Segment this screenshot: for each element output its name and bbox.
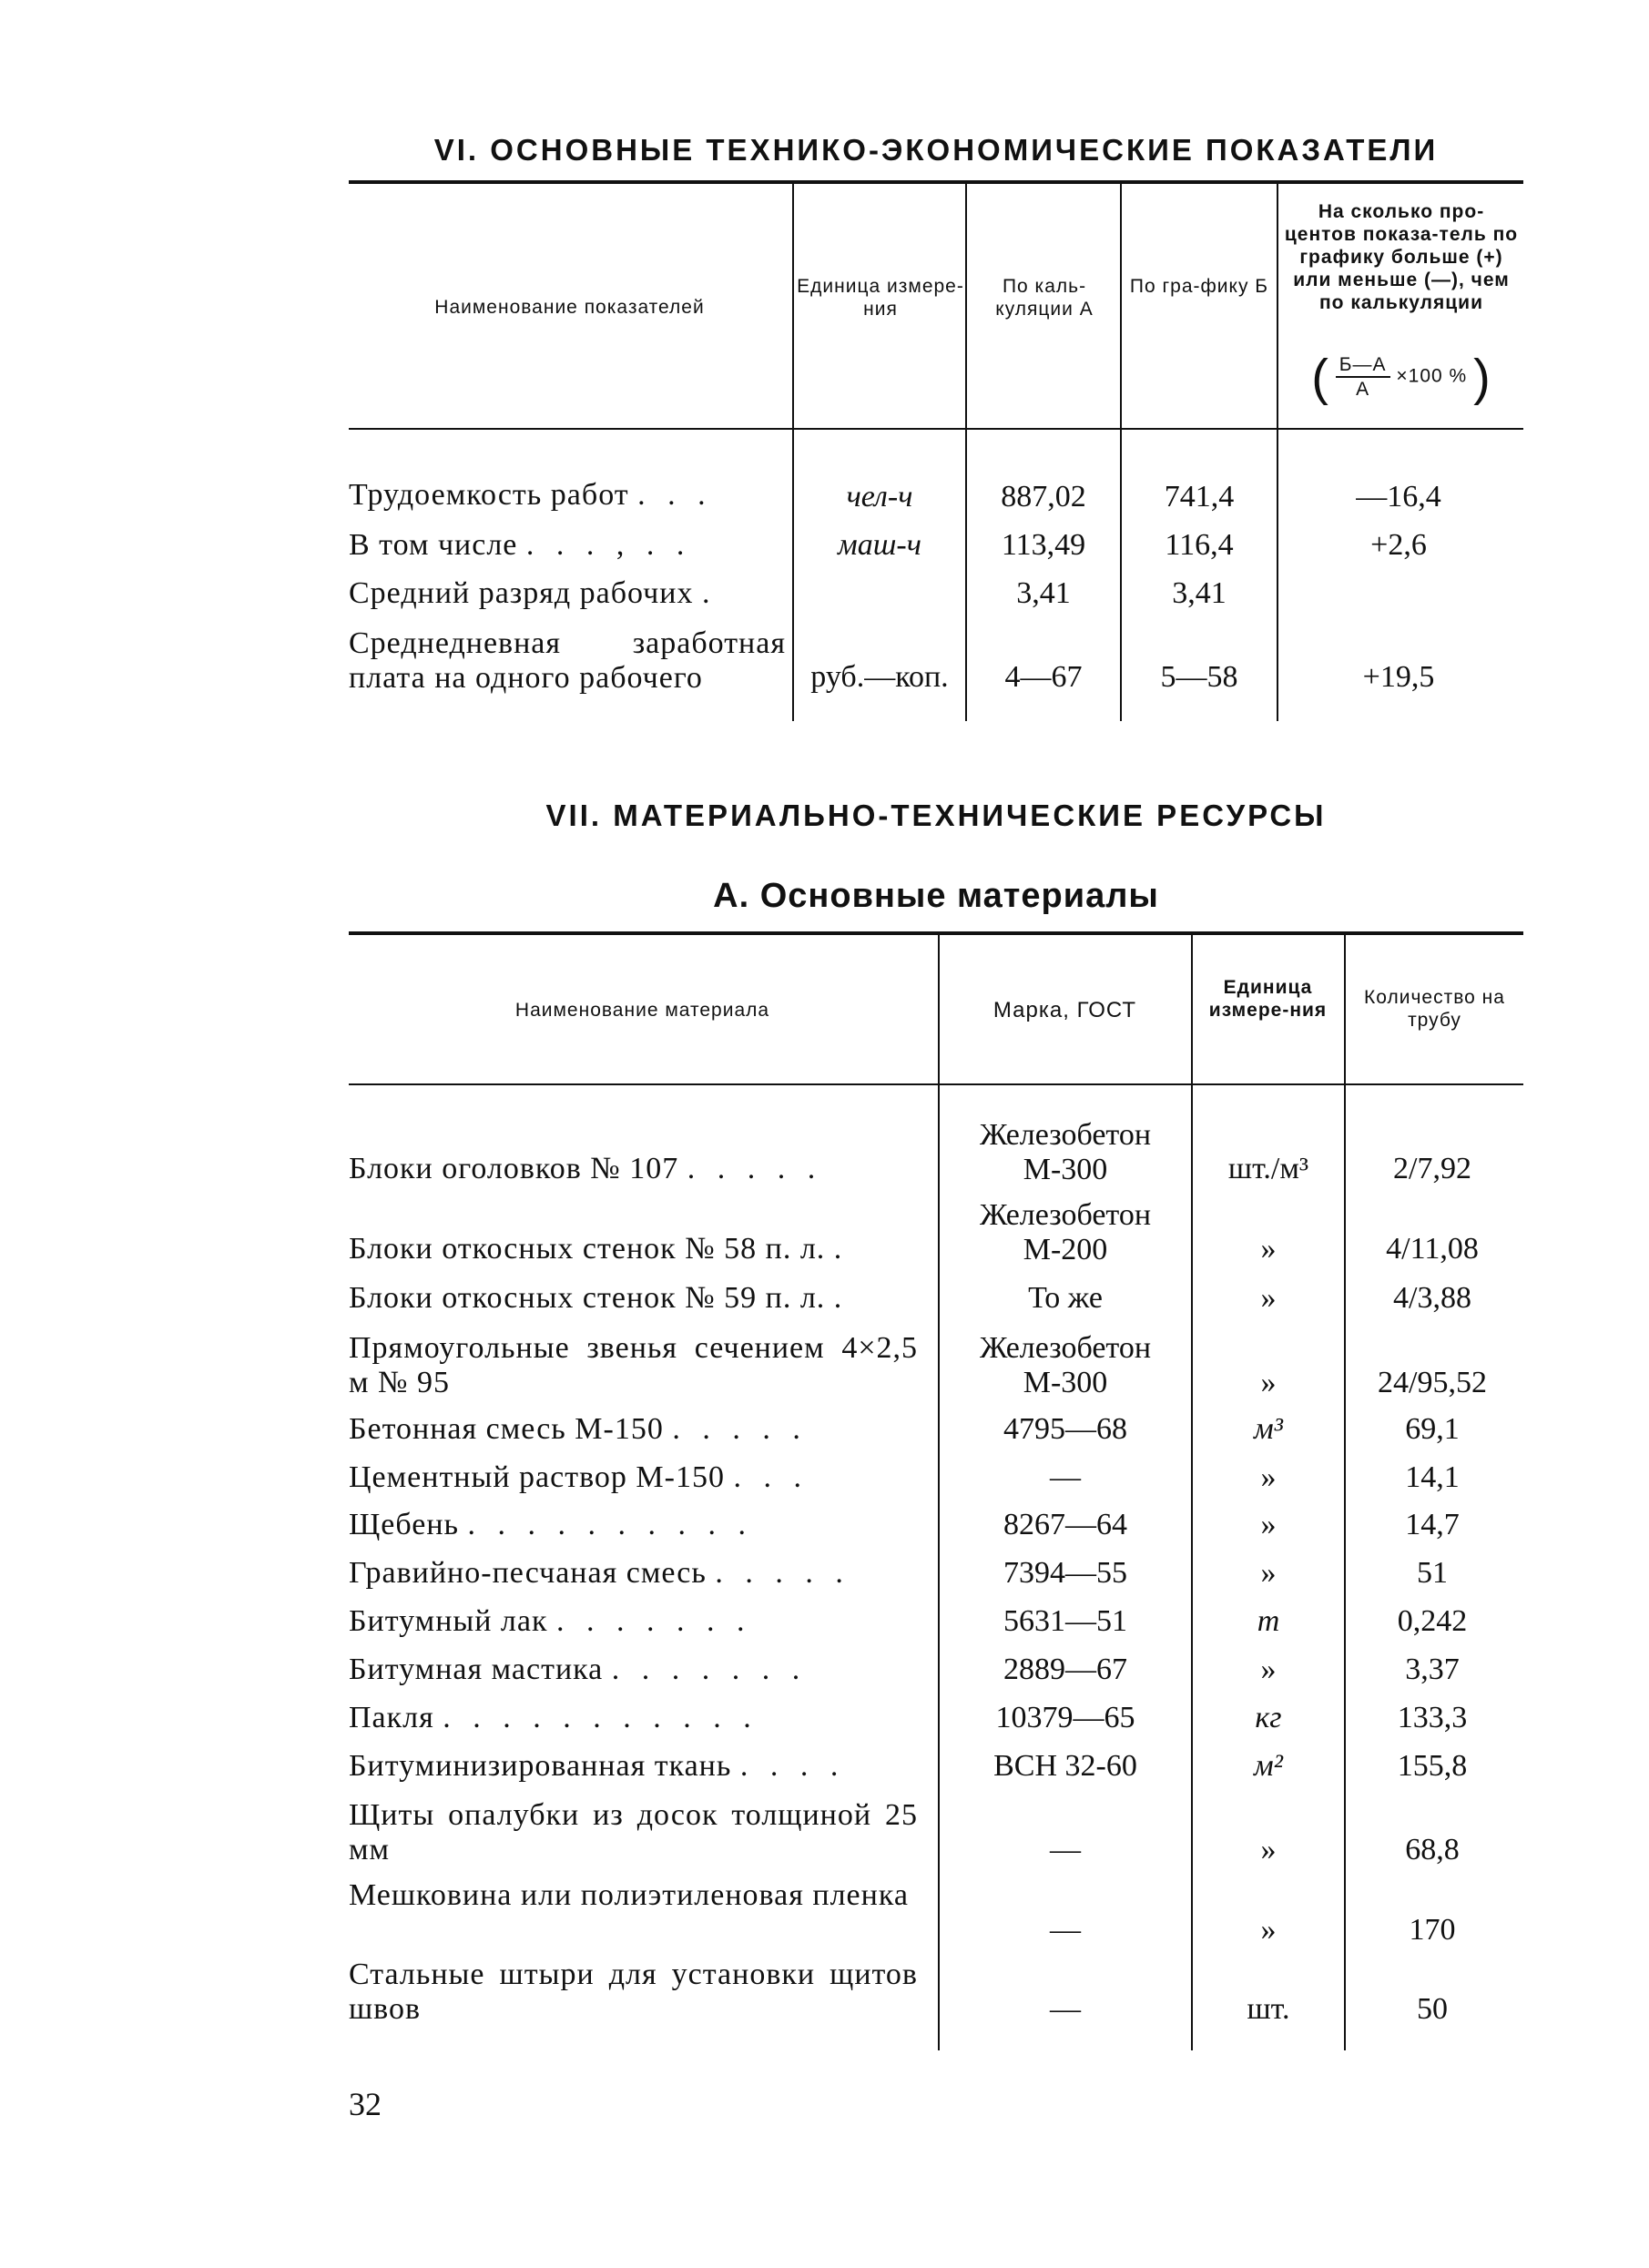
table2-top-rule — [349, 931, 1523, 935]
section6-title: VI. ОСНОВНЫЕ ТЕХНИКО-ЭКОНОМИЧЕСКИЕ ПОКАЗАТЕЛИ — [433, 133, 1439, 167]
t2-header-mark: Марка, ГОСТ — [992, 998, 1137, 1022]
t1-header-graph: По гра-фику Б — [1129, 276, 1269, 297]
page-number: 32 — [349, 2086, 382, 2122]
t2-header-name: Наименование материала — [514, 1000, 770, 1021]
section7-subtitle: А. Основные материалы — [713, 877, 1159, 915]
t1-header-name: Наименование показателей — [434, 297, 705, 318]
t1-header-calc: По каль-куляции А — [995, 276, 1094, 320]
section7-title: VII. МАТЕРИАЛЬНО-ТЕХНИЧЕСКИЕ РЕСУРСЫ — [545, 798, 1327, 832]
t2-header-unit: Единица измере-ния — [1208, 977, 1328, 1021]
table1-header-rule — [349, 428, 1523, 430]
document-page: VI. ОСНОВНЫЕ ТЕХНИКО-ЭКОНОМИЧЕСКИЕ ПОКАЗАТЕЛИ Наименование показателей Единица измере-ния По каль-куляции А По гра-фику Б На сколько про-центов показа-тель по графику больше (+) или меньше (—), чем по калькуляции ( $\frac{Б—А}{А}$ ×100 % ) Трудоемкость работ . . . чел-ч 887,02 741,4 —16,4 В том числе . . . , . . маш-ч 113,49 116,4 +2,6 Средний разряд рабочих . 3,41 3,41 Среднедневная заработная плата на одного рабочего руб.—коп. 4—67 5—58 +19,5 VII. МАТЕРИАЛЬНО-ТЕХНИЧЕСКИЕ РЕСУРСЫ А. Основные материалы Наименование материала Марка, ГОСТ Единица измере-ния Количество на трубу Блоки оголовков № 107 . . . . . Железобетон М-300 шт./м³ 2/7,92 Блоки откосных стенок № 58 п. л. . Железобетон М-200 » 4/11,08 Блоки откосных стенок № 59 п. л. . То же » 4/3,88 Прямоугольные звенья сечением 4×2,5 м № 95 Железобетон М-300 » 24/95,52 Бетонная смесь М-150 . . . . . 4795—68 м³ 69,1 Цементный раствор М-150 . . . — » 14,1 Щебень . . . . . . . . . . 8267—64 » 14,7 Гравийно-песчаная смесь . . . . . 7394—55 » 51 Битумный лак . . . . . . . 5631—51 т 0,242 Битумная мастика . . . . . . . 2889—67 » 3,37 Пакля . . . . . . . . . . . 10379—65 кг 133,3 Битуминизированная ткань . . . . ВСН 32-60 м² 155,8 Щиты опалубки из досок толщиной 25 мм — » 68,8 Мешковина или полиэтиленовая пленка — » 170 Стальные штыри для установки щитов швов — шт. 50 32 — [0, 0, 1649, 2268]
t1-header-unit: Единица измере-ния — [797, 276, 964, 320]
t1-header-diff: На сколько про-центов показа-тель по графику больше (+) или меньше (—), чем по калькуляции — [1284, 201, 1519, 313]
table1-top-rule — [349, 180, 1523, 184]
t1-header-formula: ( $\frac{Б—А}{А}$ ×100 % ) — [1311, 348, 1491, 406]
table2-header-rule — [349, 1083, 1523, 1085]
t2-header-qty: Количество на трубу — [1364, 987, 1505, 1031]
formula-fraction: $\frac{Б—А}{А}$ — [1336, 353, 1390, 401]
